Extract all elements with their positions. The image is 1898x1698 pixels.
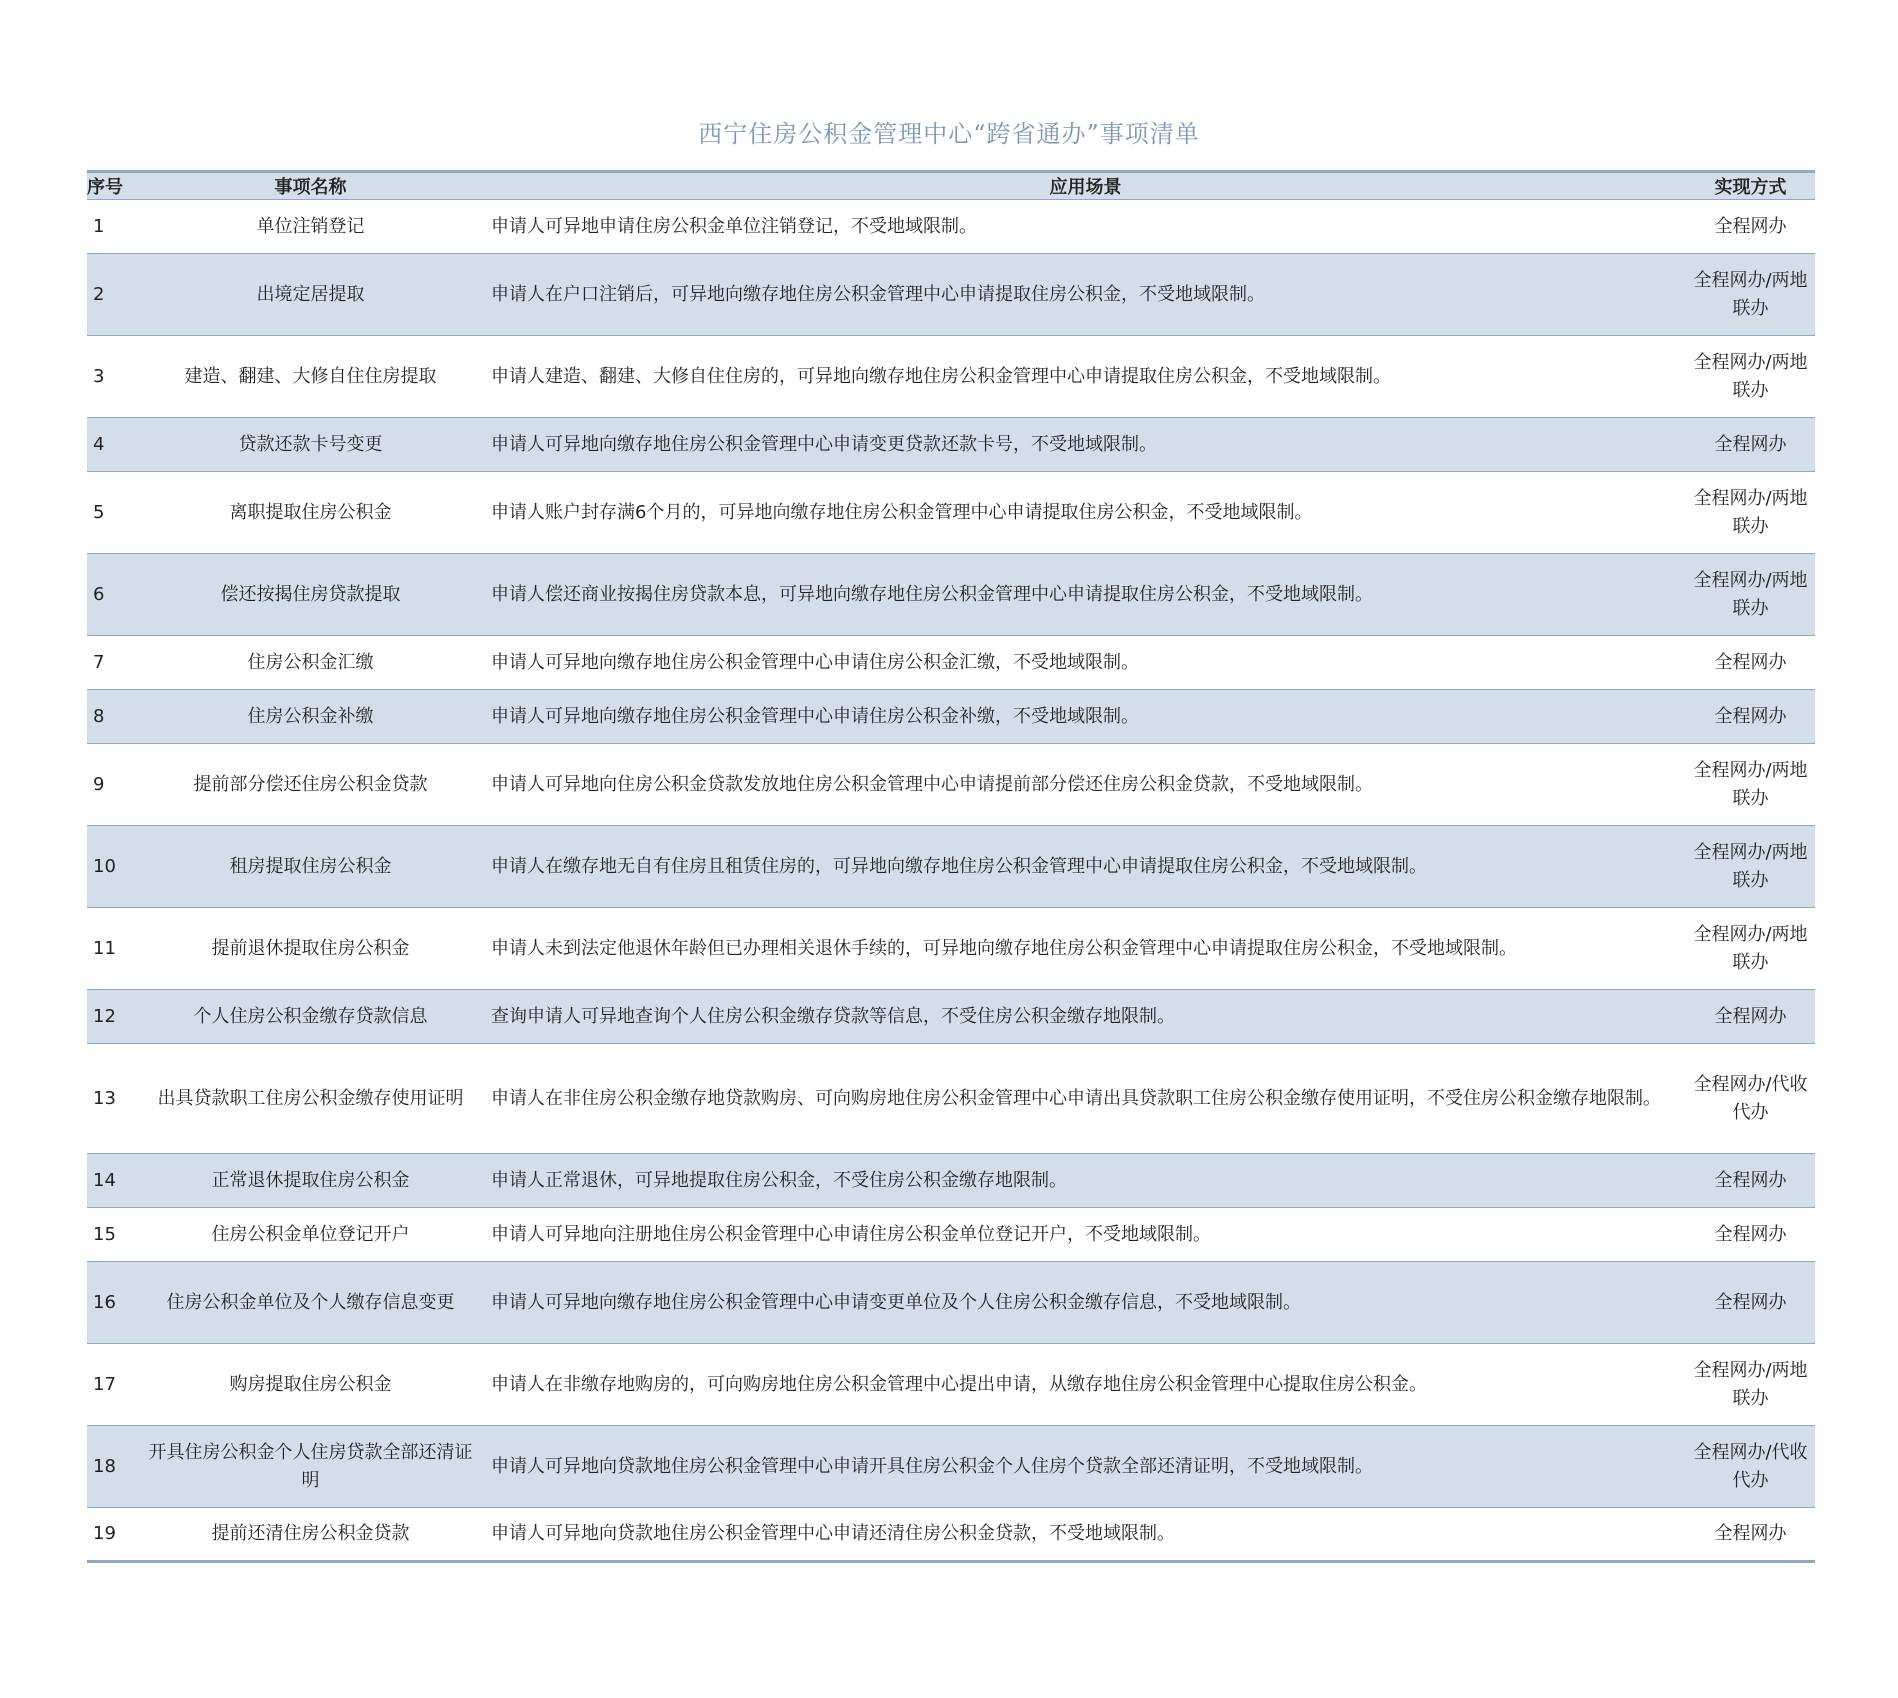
- table-row: [87, 1262, 1815, 1344]
- row-name: 住房公积金单位登记开户: [211, 1223, 410, 1245]
- row-mode: 全程网办: [1714, 651, 1787, 673]
- row-scene: 申请人账户封存满6个月的，可异地向缴存地住房公积金管理中心申请提取住房公积金，不受地域限制。: [491, 501, 1313, 523]
- row-scene: 申请人可异地向住房公积金贷款发放地住房公积金管理中心申请提前部分偿还住房公积金贷款，不受地域限制。: [491, 773, 1373, 795]
- row-mode: 全程网办: [1714, 1169, 1787, 1191]
- row-no: 8: [93, 705, 105, 727]
- table-header-row: [87, 172, 1815, 200]
- row-mode: 全程网办/代收代办: [1693, 1441, 1808, 1491]
- table-row: [87, 1344, 1815, 1426]
- table-row: [87, 418, 1815, 472]
- row-no: 18: [93, 1455, 116, 1477]
- row-no: 11: [93, 937, 116, 959]
- row-name: 购房提取住房公积金: [229, 1373, 392, 1395]
- table-row: [87, 690, 1815, 744]
- row-name: 正常退休提取住房公积金: [211, 1169, 410, 1191]
- row-scene: 申请人在户口注销后，可异地向缴存地住房公积金管理中心申请提取住房公积金，不受地域限制。: [491, 283, 1265, 305]
- row-mode: 全程网办/两地联办: [1693, 759, 1808, 809]
- items-table: [87, 170, 1815, 1563]
- row-name: 出境定居提取: [256, 283, 365, 305]
- row-name: 住房公积金补缴: [247, 705, 374, 727]
- header-scene: 应用场景: [1049, 177, 1122, 198]
- row-no: 6: [93, 583, 105, 605]
- row-no: 1: [93, 215, 105, 237]
- row-mode: 全程网办: [1714, 705, 1787, 727]
- row-mode: 全程网办/两地联办: [1693, 487, 1808, 537]
- row-scene: 申请人偿还商业按揭住房贷款本息，可异地向缴存地住房公积金管理中心申请提取住房公积金，不受地域限制。: [491, 583, 1373, 605]
- row-mode: 全程网办/两地联办: [1693, 841, 1808, 891]
- row-mode: 全程网办: [1714, 1223, 1787, 1245]
- row-scene: 申请人可异地申请住房公积金单位注销登记，不受地域限制。: [491, 215, 977, 237]
- row-no: 9: [93, 773, 105, 795]
- table-row: [87, 254, 1815, 336]
- row-mode: 全程网办/两地联办: [1693, 351, 1808, 401]
- table-row: [87, 472, 1815, 554]
- row-scene: 申请人可异地向注册地住房公积金管理中心申请住房公积金单位登记开户，不受地域限制。: [491, 1223, 1211, 1245]
- row-mode: 全程网办/两地联办: [1693, 923, 1808, 973]
- row-name: 住房公积金单位及个人缴存信息变更: [166, 1291, 455, 1313]
- table-row: [87, 826, 1815, 908]
- row-scene: 申请人建造、翻建、大修自住住房的，可异地向缴存地住房公积金管理中心申请提取住房公积金，不受地域限制。: [491, 365, 1391, 387]
- row-name: 离职提取住房公积金: [229, 501, 392, 523]
- row-scene: 查询申请人可异地查询个人住房公积金缴存贷款等信息，不受住房公积金缴存地限制。: [491, 1005, 1175, 1027]
- row-name: 单位注销登记: [256, 215, 365, 237]
- row-name: 开具住房公积金个人住房贷款全部还清证明: [148, 1441, 473, 1491]
- row-name: 个人住房公积金缴存贷款信息: [193, 1005, 428, 1027]
- table-row: [87, 744, 1815, 826]
- row-no: 14: [93, 1169, 116, 1191]
- row-mode: 全程网办/两地联办: [1693, 269, 1808, 319]
- row-scene: 申请人在非缴存地购房的，可向购房地住房公积金管理中心提出申请，从缴存地住房公积金管理中心提取住房公积金。: [491, 1373, 1427, 1395]
- row-no: 17: [93, 1373, 116, 1395]
- table-row: [87, 200, 1815, 254]
- header-mode: 实现方式: [1714, 177, 1787, 198]
- row-name: 提前还清住房公积金贷款: [211, 1523, 410, 1544]
- table-row: [87, 636, 1815, 690]
- table-row: [87, 1508, 1815, 1562]
- table-row: [87, 1208, 1815, 1262]
- row-no: 3: [93, 365, 105, 387]
- row-scene: 申请人可异地向贷款地住房公积金管理中心申请开具住房公积金个人住房个贷款全部还清证明，不受地域限制。: [491, 1455, 1373, 1477]
- row-scene: 申请人未到法定他退休年龄但已办理相关退休手续的，可异地向缴存地住房公积金管理中心申请提取住房公积金，不受地域限制。: [491, 937, 1517, 959]
- row-mode: 全程网办: [1714, 1005, 1787, 1027]
- row-name: 住房公积金汇缴: [247, 651, 374, 673]
- row-scene: 申请人可异地向缴存地住房公积金管理中心申请变更贷款还款卡号，不受地域限制。: [491, 433, 1157, 455]
- table-row: [87, 1154, 1815, 1208]
- row-mode: 全程网办: [1714, 215, 1787, 237]
- row-scene: 申请人在缴存地无自有住房且租赁住房的，可异地向缴存地住房公积金管理中心申请提取住房公积金，不受地域限制。: [491, 855, 1427, 877]
- table-row: [87, 554, 1815, 636]
- row-mode: 全程网办: [1714, 433, 1787, 455]
- row-scene: 申请人在非住房公积金缴存地贷款购房、可向购房地住房公积金管理中心申请出具贷款职工住房公积金缴存使用证明，不受住房公积金缴存地限制。: [491, 1087, 1661, 1109]
- row-mode: 全程网办/两地联办: [1693, 569, 1808, 619]
- table-row: [87, 908, 1815, 990]
- row-name: 提前部分偿还住房公积金贷款: [193, 773, 428, 795]
- header-no: 序号: [87, 177, 123, 198]
- row-scene: 申请人可异地向贷款地住房公积金管理中心申请还清住房公积金贷款，不受地域限制。: [491, 1523, 1175, 1544]
- row-no: 4: [93, 433, 105, 455]
- row-scene: 申请人正常退休，可异地提取住房公积金，不受住房公积金缴存地限制。: [491, 1169, 1067, 1191]
- table-row: [87, 1044, 1815, 1154]
- row-mode: 全程网办/代收代办: [1693, 1073, 1808, 1123]
- row-name: 偿还按揭住房贷款提取: [220, 583, 401, 605]
- table-row: [87, 336, 1815, 418]
- row-scene: 申请人可异地向缴存地住房公积金管理中心申请变更单位及个人住房公积金缴存信息，不受地域限制。: [491, 1291, 1301, 1313]
- row-no: 12: [93, 1005, 116, 1027]
- row-name: 贷款还款卡号变更: [238, 433, 383, 455]
- row-no: 2: [93, 283, 105, 305]
- header-name: 事项名称: [274, 177, 347, 198]
- row-mode: 全程网办/两地联办: [1693, 1359, 1808, 1409]
- row-mode: 全程网办: [1714, 1523, 1787, 1544]
- row-scene: 申请人可异地向缴存地住房公积金管理中心申请住房公积金汇缴，不受地域限制。: [491, 651, 1139, 673]
- page-title: 西宁住房公积金管理中心“跨省通办”事项清单: [698, 120, 1200, 148]
- row-no: 7: [93, 651, 105, 673]
- row-scene: 申请人可异地向缴存地住房公积金管理中心申请住房公积金补缴，不受地域限制。: [491, 705, 1139, 727]
- row-name: 建造、翻建、大修自住住房提取: [184, 365, 437, 387]
- row-no: 5: [93, 501, 105, 523]
- row-name: 租房提取住房公积金: [229, 855, 392, 877]
- table-row: [87, 1426, 1815, 1508]
- row-no: 19: [93, 1523, 116, 1544]
- row-no: 16: [93, 1291, 116, 1313]
- row-name: 出具贷款职工住房公积金缴存使用证明: [157, 1087, 464, 1109]
- row-no: 15: [93, 1223, 116, 1245]
- row-name: 提前退休提取住房公积金: [211, 937, 410, 959]
- table-row: [87, 990, 1815, 1044]
- row-no: 13: [93, 1087, 116, 1109]
- row-no: 10: [93, 855, 116, 877]
- row-mode: 全程网办: [1714, 1291, 1787, 1313]
